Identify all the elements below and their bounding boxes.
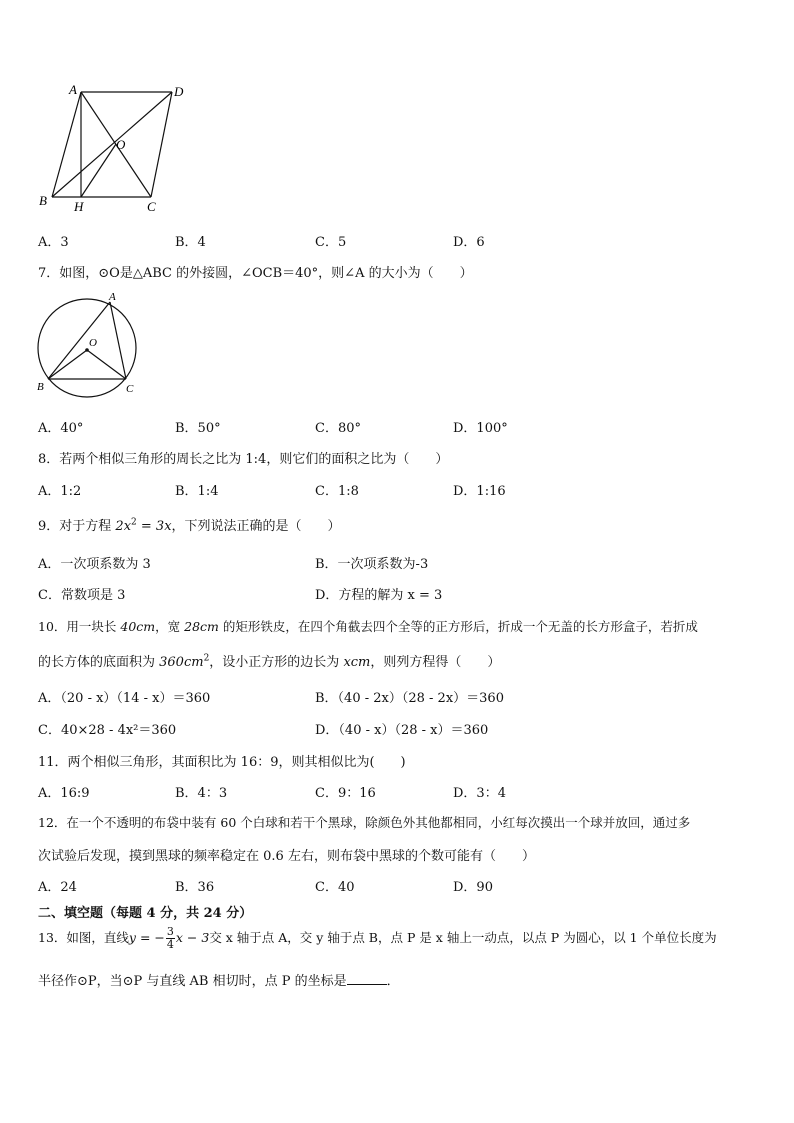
q10-stem-line2 bbox=[38, 651, 500, 670]
q9-option-d[interactable]: D．方程的解为 x = 3 bbox=[315, 588, 443, 603]
q8-option-d[interactable]: D．1:16 bbox=[453, 484, 506, 499]
q11-option-c[interactable]: C．9：16 bbox=[315, 786, 376, 801]
q10-line2-b: ，设小正方形的边长为 bbox=[209, 655, 344, 670]
q13-equation-start: y = − bbox=[128, 930, 165, 945]
q9-option-b[interactable]: B．一次项系数为-3 bbox=[315, 557, 429, 572]
label-c: C bbox=[147, 199, 156, 214]
q13-line1-rest: 交 x 轴于点 A，交 y 轴于点 B，点 P 是 x 轴上一动点，以点 P 为圆心，以 1 个单位长度为 bbox=[209, 930, 717, 945]
segment-ho bbox=[81, 144, 116, 197]
side-ac bbox=[110, 302, 126, 379]
q8-option-c[interactable]: C．1:8 bbox=[315, 484, 359, 499]
label-o: O bbox=[116, 137, 126, 152]
q12-option-c[interactable]: C．40 bbox=[315, 880, 355, 895]
q9-equation-rhs: = 3x bbox=[136, 519, 172, 534]
q7-stem: 7．如图，⊙O是△ABC 的外接圆，∠OCB＝40°，则∠A 的大小为（ ） bbox=[38, 266, 473, 281]
q10-option-c[interactable]: C．40×28 - 4x²＝360 bbox=[38, 723, 177, 738]
q13-stem-line1 bbox=[38, 924, 717, 952]
q11-option-b[interactable]: B．4：3 bbox=[175, 786, 228, 801]
q8-option-b[interactable]: B．1:4 bbox=[175, 484, 219, 499]
q10-length: 40cm bbox=[120, 619, 156, 634]
figure-circle bbox=[34, 288, 144, 398]
q7-option-b[interactable]: B．50° bbox=[175, 421, 221, 436]
label-a: A bbox=[69, 82, 77, 97]
q10-area-exponent: 2 bbox=[203, 653, 210, 664]
q9-option-c[interactable]: C．常数项是 3 bbox=[38, 588, 126, 603]
q9-stem-end: ，下列说法正确的是（ ） bbox=[171, 519, 341, 534]
radius-oc bbox=[87, 350, 126, 379]
q12-option-a[interactable]: A．24 bbox=[38, 880, 77, 895]
q7-option-c[interactable]: C．80° bbox=[315, 421, 361, 436]
q9-stem bbox=[38, 515, 341, 534]
q8-stem: 8．若两个相似三角形的周长之比为 1:4，则它们的面积之比为（ ） bbox=[38, 452, 449, 467]
q6-option-d[interactable]: D．6 bbox=[453, 235, 485, 250]
q6-option-a[interactable]: A．3 bbox=[38, 235, 69, 250]
label-h: H bbox=[74, 199, 84, 214]
q13-stem-line2 bbox=[38, 970, 400, 989]
q10-area: 360cm bbox=[159, 655, 204, 670]
q7-option-d[interactable]: D．100° bbox=[453, 421, 508, 436]
q6-option-b[interactable]: B．4 bbox=[175, 235, 206, 250]
q10-line2-c: ，则列方程得（ ） bbox=[370, 655, 501, 670]
q10-option-d[interactable]: D．（40 - x）（28 - x）＝360 bbox=[315, 723, 489, 738]
q8-option-a[interactable]: A．1:2 bbox=[38, 484, 82, 499]
figure-parallelogram bbox=[36, 80, 196, 215]
q9-equation-exponent: 2 bbox=[131, 517, 137, 528]
q13-intro: 13．如图，直线 bbox=[38, 930, 129, 945]
q11-option-a[interactable]: A．16:9 bbox=[38, 786, 90, 801]
q10-width: 28cm bbox=[184, 619, 219, 634]
q10-stem-line1 bbox=[38, 617, 698, 635]
q12-option-d[interactable]: D．90 bbox=[453, 880, 493, 895]
circle-o bbox=[38, 299, 136, 397]
q10-line1-b: ，宽 bbox=[155, 619, 185, 634]
q13-line2-end: ． bbox=[386, 974, 400, 989]
q7-option-a[interactable]: A．40° bbox=[38, 421, 84, 436]
q13-line2-text: 半径作⊙P，当⊙P 与直线 AB 相切时，点 P 的坐标是 bbox=[38, 974, 347, 989]
q13-fraction-numerator: 3 bbox=[166, 925, 174, 938]
parallelogram-diagram bbox=[36, 80, 196, 215]
q10-option-b[interactable]: B．（40 - 2x）（28 - 2x）＝360 bbox=[315, 691, 504, 706]
q9-option-a[interactable]: A．一次项系数为 3 bbox=[38, 557, 151, 572]
circumcircle-diagram bbox=[34, 288, 144, 398]
q10-line1-c: 的矩形铁皮，在四个角截去四个全等的正方形后，折成一个无盖的长方形盒子，若折成 bbox=[218, 619, 698, 634]
q10-line2-a: 的长方体的底面积为 bbox=[38, 655, 160, 670]
q12-stem-line2: 次试验后发现，摸到黑球的频率稳定在 0.6 左右，则布袋中黑球的个数可能有（ ） bbox=[38, 849, 535, 864]
q13-fraction bbox=[166, 926, 175, 951]
q13-fraction-denominator: 4 bbox=[166, 938, 174, 951]
q10-line1-a: 10．用一块长 bbox=[38, 619, 121, 634]
label-d: D bbox=[174, 84, 184, 99]
side-ab bbox=[48, 302, 110, 379]
q13-answer-blank[interactable] bbox=[347, 972, 387, 985]
label-b: B bbox=[39, 193, 47, 208]
q9-stem-start: 9．对于方程 bbox=[38, 519, 112, 534]
label-o: O bbox=[89, 337, 97, 349]
q10-variable: xcm bbox=[343, 655, 371, 670]
q12-stem-line1: 12．在一个不透明的布袋中装有 60 个白球和若干个黑球，除颜色外其他都相同，小红每次摸出一个球并放回，通过多 bbox=[38, 815, 691, 830]
label-b: B bbox=[37, 381, 44, 393]
q9-equation-lhs: 2x bbox=[115, 519, 132, 534]
side-ba bbox=[52, 92, 81, 197]
q12-option-b[interactable]: B．36 bbox=[175, 880, 215, 895]
section-title: 二、填空题（每题 4 分，共 24 分） bbox=[38, 906, 253, 921]
q6-option-c[interactable]: C．5 bbox=[315, 235, 347, 250]
label-a: A bbox=[109, 291, 116, 303]
q10-option-a[interactable]: A．（20 - x）（14 - x）＝360 bbox=[38, 691, 211, 706]
label-c: C bbox=[126, 383, 134, 395]
q11-stem: 11．两个相似三角形，其面积比为 16：9，则其相似比为( ) bbox=[38, 755, 406, 770]
q13-equation-end: x − 3 bbox=[175, 930, 210, 945]
q11-option-d[interactable]: D．3：4 bbox=[453, 786, 506, 801]
